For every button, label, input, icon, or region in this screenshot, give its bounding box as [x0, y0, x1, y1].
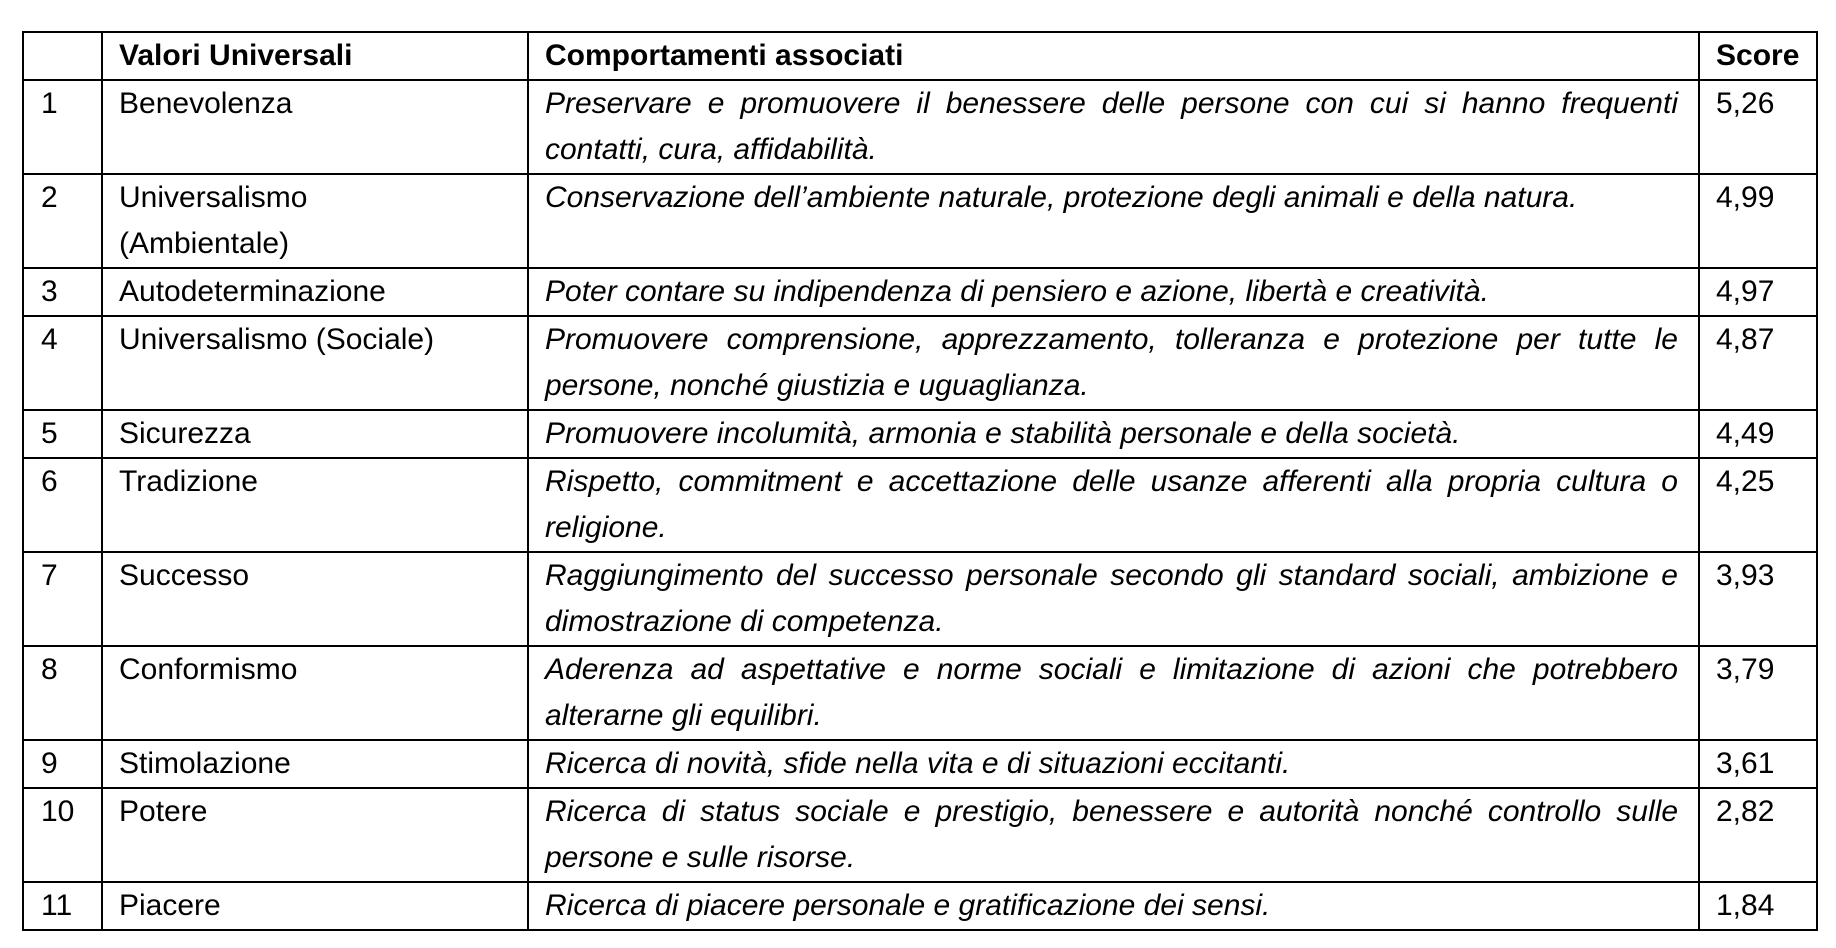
row-number: 10: [23, 788, 102, 882]
row-value: Piacere: [102, 882, 528, 930]
row-behaviors: Promuovere comprensione, apprezzamento, tolleranza e protezione per tutte le persone, nonché giustizia e uguaglianza.: [528, 316, 1699, 410]
row-number: 4: [23, 316, 102, 410]
table-row: [23, 458, 1817, 552]
row-number: 9: [23, 740, 102, 788]
row-score: 4,49: [1699, 410, 1817, 458]
header-score: Score: [1699, 32, 1817, 80]
row-number: 1: [23, 80, 102, 174]
row-behaviors: Promuovere incolumità, armonia e stabilità personale e della società.: [528, 410, 1699, 458]
row-behaviors: Ricerca di piacere personale e gratificazione dei sensi.: [528, 882, 1699, 930]
row-behaviors: Ricerca di novità, sfide nella vita e di situazioni eccitanti.: [528, 740, 1699, 788]
table-row: [23, 882, 1817, 930]
table-row: [23, 788, 1817, 882]
row-score: 5,26: [1699, 80, 1817, 174]
row-value: Successo: [102, 552, 528, 646]
row-behaviors: Raggiungimento del successo personale secondo gli standard sociali, ambizione e dimostrazione di competenza.: [528, 552, 1699, 646]
row-value: Universalismo (Sociale): [102, 316, 528, 410]
values-table-container: [22, 31, 1816, 931]
row-number: 5: [23, 410, 102, 458]
row-score: 4,87: [1699, 316, 1817, 410]
row-behaviors: Poter contare su indipendenza di pensiero e azione, libertà e creatività.: [528, 268, 1699, 316]
table-row: [23, 268, 1817, 316]
row-behaviors: Preservare e promuovere il benessere delle persone con cui si hanno frequenti contatti, cura, affidabilità.: [528, 80, 1699, 174]
row-number: 3: [23, 268, 102, 316]
row-score: 1,84: [1699, 882, 1817, 930]
header-behaviors: Comportamenti associati: [528, 32, 1699, 80]
row-value: Benevolenza: [102, 80, 528, 174]
values-table: [22, 31, 1818, 931]
row-score: 3,93: [1699, 552, 1817, 646]
table-row: [23, 410, 1817, 458]
row-number: 2: [23, 174, 102, 268]
row-value: Tradizione: [102, 458, 528, 552]
row-behaviors: Rispetto, commitment e accettazione delle usanze afferenti alla propria cultura o religione.: [528, 458, 1699, 552]
table-row: [23, 174, 1817, 268]
row-behaviors: Aderenza ad aspettative e norme sociali e limitazione di azioni che potrebbero alterarne gli equilibri.: [528, 646, 1699, 740]
row-value: Universalismo (Ambientale): [102, 174, 528, 268]
table-row: [23, 316, 1817, 410]
table-row: [23, 740, 1817, 788]
row-value: Autodeterminazione: [102, 268, 528, 316]
table-row: [23, 552, 1817, 646]
row-number: 11: [23, 882, 102, 930]
row-value: Sicurezza: [102, 410, 528, 458]
row-value: Conformismo: [102, 646, 528, 740]
table-row: [23, 646, 1817, 740]
row-score: 3,61: [1699, 740, 1817, 788]
row-score: 4,97: [1699, 268, 1817, 316]
header-number: [23, 32, 102, 80]
row-value: Stimolazione: [102, 740, 528, 788]
row-number: 7: [23, 552, 102, 646]
row-score: 4,25: [1699, 458, 1817, 552]
table-row: [23, 80, 1817, 174]
row-value: Potere: [102, 788, 528, 882]
row-behaviors: Conservazione dell’ambiente naturale, protezione degli animali e della natura.: [528, 174, 1699, 268]
row-score: 3,79: [1699, 646, 1817, 740]
row-score: 4,99: [1699, 174, 1817, 268]
header-value: Valori Universali: [102, 32, 528, 80]
table-header-row: [23, 32, 1817, 80]
row-behaviors: Ricerca di status sociale e prestigio, benessere e autorità nonché controllo sulle persone e sulle risorse.: [528, 788, 1699, 882]
row-number: 8: [23, 646, 102, 740]
row-score: 2,82: [1699, 788, 1817, 882]
row-number: 6: [23, 458, 102, 552]
